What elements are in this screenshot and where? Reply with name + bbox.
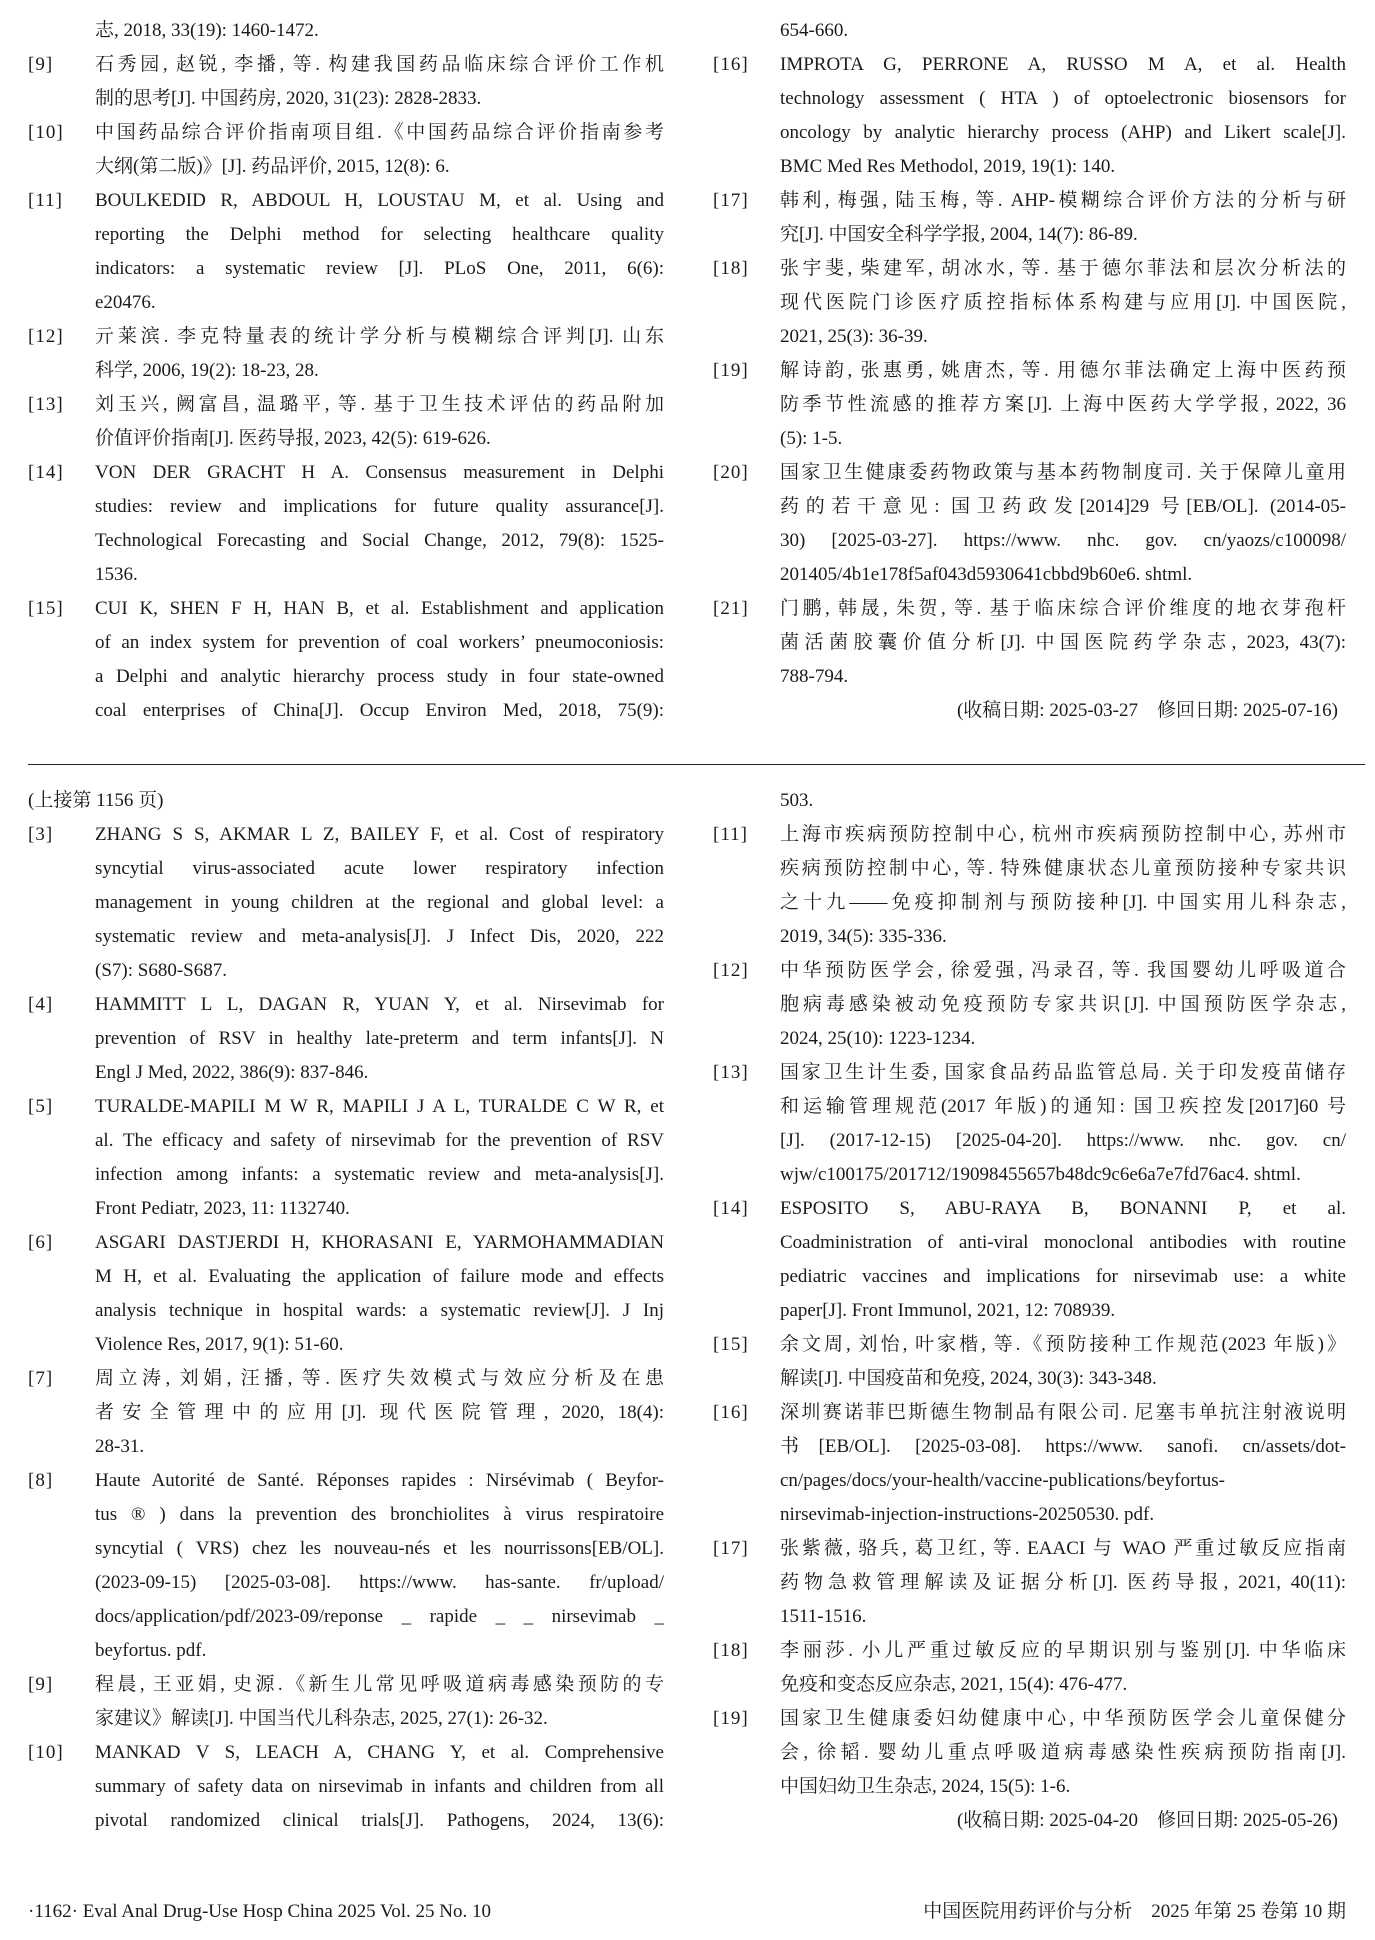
reference-text: 之十九——免疫抑制剂与预防接种[J]. 中国实用儿科杂志, bbox=[780, 892, 1346, 913]
reference-text: oncology by analytic hierarchy process (AHP) and Likert scale[J]. bbox=[780, 122, 1346, 143]
reference-line bbox=[713, 1464, 1346, 1498]
footer-journal-cn: 中国医院用药评价与分析 2025 年第 25 卷第 10 期 bbox=[923, 1901, 1346, 1922]
reference-text: 究[J]. 中国安全科学学报, 2004, 14(7): 86-89. bbox=[780, 224, 1138, 245]
reference-line bbox=[28, 694, 664, 728]
reference-number: [19] bbox=[713, 1708, 749, 1729]
footer-page-journal-en: ·1162· Eval Anal Drug-Use Hosp China 2025 Vol. 25 No. 10 bbox=[28, 1901, 492, 1922]
reference-line bbox=[28, 354, 664, 388]
reference-number: [11] bbox=[28, 190, 63, 211]
reference-line bbox=[28, 626, 664, 660]
reference-text: 志, 2018, 33(19): 1460-1472. bbox=[95, 20, 319, 41]
reference-line bbox=[28, 456, 664, 490]
reference-line bbox=[713, 1668, 1346, 1702]
section-divider bbox=[28, 764, 1365, 765]
reference-line bbox=[713, 82, 1346, 116]
reference-line bbox=[713, 1090, 1346, 1124]
reference-line bbox=[713, 1736, 1346, 1770]
reference-line bbox=[28, 660, 664, 694]
reference-line bbox=[713, 558, 1346, 592]
reference-text: al. The efficacy and safety of nirsevimab for the prevention of RSV bbox=[95, 1130, 664, 1151]
reference-text: 亓莱滨. 李克特量表的统计学分析与模糊综合评判[J]. 山东 bbox=[95, 326, 664, 347]
reference-text: 201405/4b1e178f5af043d5930641cbbd9b60e6. shtml. bbox=[780, 564, 1193, 585]
reference-line bbox=[28, 116, 664, 150]
reference-text: 周立涛, 刘娟, 汪播, 等. 医疗失效模式与效应分析及在患 bbox=[95, 1368, 664, 1389]
dates-text: (收稿日期: 2025-04-20 修回日期: 2025-05-26) bbox=[956, 1810, 1338, 1831]
reference-line bbox=[713, 592, 1346, 626]
reference-number: [3] bbox=[28, 824, 54, 845]
reference-number: [14] bbox=[713, 1198, 749, 1219]
reference-number: [18] bbox=[713, 1640, 749, 1661]
reference-text: 2019, 34(5): 335-336. bbox=[780, 926, 947, 947]
reference-text: 28-31. bbox=[95, 1436, 145, 1457]
reference-number: [17] bbox=[713, 190, 749, 211]
reference-text: 1511-1516. bbox=[780, 1606, 867, 1627]
reference-text: 书[EB/OL]. [2025-03-08]. https://www. sanofi. cn/assets/dot- bbox=[780, 1436, 1346, 1457]
reference-number: [18] bbox=[713, 258, 749, 279]
reference-line bbox=[713, 886, 1346, 920]
reference-text: nirsevimab-injection-instructions-20250530. pdf. bbox=[780, 1504, 1155, 1525]
reference-text: cn/pages/docs/your-health/vaccine-publications/beyfortus- bbox=[780, 1470, 1225, 1491]
reference-text: 503. bbox=[780, 790, 814, 811]
reference-text: tus ® ) dans la prevention des bronchiolites à virus respiratoire bbox=[95, 1504, 664, 1525]
reference-text: paper[J]. Front Immunol, 2021, 12: 708939. bbox=[780, 1300, 1116, 1321]
reference-text: BOULKEDID R, ABDOUL H, LOUSTAU M, et al. Using and bbox=[95, 190, 664, 211]
reference-line bbox=[713, 218, 1346, 252]
reference-line bbox=[713, 1362, 1346, 1396]
reference-number: [10] bbox=[28, 122, 64, 143]
reference-text: 防季节性流感的推荐方案[J]. 上海中医药大学学报, 2022, 36 bbox=[780, 394, 1346, 415]
reference-line bbox=[713, 524, 1346, 558]
reference-text: 家建议》解读[J]. 中国当代儿科杂志, 2025, 27(1): 26-32. bbox=[95, 1708, 548, 1729]
reference-text: 2024, 25(10): 1223-1234. bbox=[780, 1028, 976, 1049]
reference-number: [5] bbox=[28, 1096, 54, 1117]
reference-number: [13] bbox=[28, 394, 64, 415]
reference-text: 2021, 25(3): 36-39. bbox=[780, 326, 928, 347]
reference-text: summary of safety data on nirsevimab in infants and children from all bbox=[95, 1776, 664, 1797]
reference-line bbox=[28, 1464, 664, 1498]
reference-line bbox=[28, 150, 664, 184]
reference-line bbox=[713, 1702, 1346, 1736]
reference-text: 30) [2025-03-27]. https://www. nhc. gov. cn/yaozs/c100098/ bbox=[780, 530, 1346, 551]
reference-text: 国家卫生计生委, 国家食品药品监管总局. 关于印发疫苗储存 bbox=[780, 1062, 1346, 1083]
reference-line bbox=[713, 626, 1346, 660]
reference-text: Engl J Med, 2022, 386(9): 837-846. bbox=[95, 1062, 369, 1083]
reference-line bbox=[28, 1498, 664, 1532]
reference-text: docs/application/pdf/2023-09/reponse _ rapide _ _ nirsevimab _ bbox=[95, 1606, 664, 1627]
reference-line bbox=[28, 1634, 664, 1668]
reference-line bbox=[28, 14, 664, 48]
reference-text: 余文周, 刘怡, 叶家楷, 等.《预防接种工作规范(2023 年版)》 bbox=[780, 1334, 1346, 1355]
reference-text: (S7): S680-S687. bbox=[95, 960, 227, 981]
reference-line bbox=[28, 320, 664, 354]
reference-line bbox=[713, 1396, 1346, 1430]
reference-line bbox=[713, 660, 1346, 694]
continued-from-note bbox=[28, 784, 664, 818]
reference-text: 李丽莎. 小儿严重过敏反应的早期识别与鉴别[J]. 中华临床 bbox=[780, 1640, 1346, 1661]
reference-text: 石秀园, 赵锐, 李播, 等. 构建我国药品临床综合评价工作机 bbox=[95, 54, 664, 75]
reference-text: wjw/c100175/201712/19098455657b48dc9c6e6a7e7fd76ac4. shtml. bbox=[780, 1164, 1301, 1185]
reference-line bbox=[28, 422, 664, 456]
reference-number: [6] bbox=[28, 1232, 54, 1253]
reference-text: 制的思考[J]. 中国药房, 2020, 31(23): 2828-2833. bbox=[95, 88, 482, 109]
upper-right-references bbox=[713, 14, 1346, 728]
reference-text: 疾病预防控制中心, 等. 特殊健康状态儿童预防接种专家共识 bbox=[780, 858, 1346, 879]
reference-line bbox=[28, 1328, 664, 1362]
reference-text: TURALDE-MAPILI M W R, MAPILI J A L, TURALDE C W R, et bbox=[95, 1096, 664, 1117]
reference-line bbox=[28, 988, 664, 1022]
reference-line bbox=[713, 954, 1346, 988]
reference-line bbox=[713, 1226, 1346, 1260]
reference-text: beyfortus. pdf. bbox=[95, 1640, 207, 1661]
reference-line bbox=[713, 422, 1346, 456]
reference-line bbox=[28, 1056, 664, 1090]
reference-line bbox=[713, 1022, 1346, 1056]
reference-text: 现代医院门诊医疗质控指标体系构建与应用[J]. 中国医院, bbox=[780, 292, 1346, 313]
reference-line bbox=[713, 1056, 1346, 1090]
reference-line bbox=[713, 252, 1346, 286]
received-revised-dates bbox=[713, 1804, 1346, 1838]
reference-line bbox=[28, 1668, 664, 1702]
reference-number: [12] bbox=[28, 326, 64, 347]
reference-text: 654-660. bbox=[780, 20, 849, 41]
reference-line bbox=[28, 1090, 664, 1124]
reference-line bbox=[713, 852, 1346, 886]
lower-right-references bbox=[713, 784, 1346, 1838]
reference-line bbox=[28, 82, 664, 116]
reference-text: systematic review and meta-analysis[J]. J Infect Dis, 2020, 222 bbox=[95, 926, 664, 947]
reference-number: [10] bbox=[28, 1742, 64, 1763]
reference-text: 788-794. bbox=[780, 666, 849, 687]
reference-line bbox=[28, 1566, 664, 1600]
reference-text: Violence Res, 2017, 9(1): 51-60. bbox=[95, 1334, 344, 1355]
reference-line bbox=[713, 456, 1346, 490]
reference-text: (2023-09-15) [2025-03-08]. https://www. has-sante. fr/upload/ bbox=[95, 1572, 664, 1593]
reference-text: CUI K, SHEN F H, HAN B, et al. Establishment and application bbox=[95, 598, 664, 619]
reference-line bbox=[713, 320, 1346, 354]
reference-line bbox=[28, 818, 664, 852]
reference-line bbox=[28, 1736, 664, 1770]
reference-number: [11] bbox=[713, 824, 748, 845]
reference-text: 解读[J]. 中国疫苗和免疫, 2024, 30(3): 343-348. bbox=[780, 1368, 1157, 1389]
reference-number: [17] bbox=[713, 1538, 749, 1559]
reference-line bbox=[28, 1294, 664, 1328]
reference-line bbox=[713, 1124, 1346, 1158]
reference-line bbox=[28, 886, 664, 920]
reference-text: 者安全管理中的应用[J]. 现代医院管理, 2020, 18(4): bbox=[95, 1402, 664, 1423]
reference-number: [8] bbox=[28, 1470, 54, 1491]
reference-line bbox=[713, 1770, 1346, 1804]
reference-text: indicators: a systematic review [J]. PLoS One, 2011, 6(6): bbox=[95, 258, 664, 279]
reference-line bbox=[713, 818, 1346, 852]
reference-line bbox=[28, 48, 664, 82]
reference-line bbox=[713, 1532, 1346, 1566]
reference-text: 深圳赛诺菲巴斯德生物制品有限公司. 尼塞韦单抗注射液说明 bbox=[780, 1402, 1346, 1423]
reference-text: syncytial virus-associated acute lower respiratory infection bbox=[95, 858, 664, 879]
reference-text: prevention of RSV in healthy late-preterm and term infants[J]. N bbox=[95, 1028, 664, 1049]
reference-text: 价值评价指南[J]. 医药导报, 2023, 42(5): 619-626. bbox=[95, 428, 491, 449]
reference-text: infection among infants: a systematic review and meta-analysis[J]. bbox=[95, 1164, 664, 1185]
reference-line bbox=[713, 354, 1346, 388]
reference-text: BMC Med Res Methodol, 2019, 19(1): 140. bbox=[780, 156, 1116, 177]
reference-line bbox=[713, 1430, 1346, 1464]
reference-number: [19] bbox=[713, 360, 749, 381]
received-revised-dates bbox=[713, 694, 1346, 728]
reference-line bbox=[713, 150, 1346, 184]
reference-line bbox=[28, 388, 664, 422]
reference-text: reporting the Delphi method for selecting healthcare quality bbox=[95, 224, 664, 245]
reference-line bbox=[713, 784, 1346, 818]
reference-number: [14] bbox=[28, 462, 64, 483]
reference-text: 韩利, 梅强, 陆玉梅, 等. AHP-模糊综合评价方法的分析与研 bbox=[780, 190, 1346, 211]
reference-text: management in young children at the regional and global level: a bbox=[95, 892, 664, 913]
reference-text: 药的若干意见: 国卫药政发[2014]29 号[EB/OL]. (2014-05- bbox=[780, 496, 1346, 517]
reference-text: analysis technique in hospital wards: a systematic review[J]. J Inj bbox=[95, 1300, 664, 1321]
reference-text: a Delphi and analytic hierarchy process study in four state-owned bbox=[95, 666, 664, 687]
reference-text: 菌活菌胶囊价值分析[J]. 中国医院药学杂志, 2023, 43(7): bbox=[780, 632, 1346, 653]
reference-text: Coadministration of anti-viral monoclonal antibodies with routine bbox=[780, 1232, 1346, 1253]
reference-text: 免疫和变态反应杂志, 2021, 15(4): 476-477. bbox=[780, 1674, 1128, 1695]
reference-number: [13] bbox=[713, 1062, 749, 1083]
reference-text: 张紫薇, 骆兵, 葛卫红, 等. EAACI 与 WAO 严重过敏反应指南 bbox=[780, 1538, 1346, 1559]
reference-line bbox=[28, 1226, 664, 1260]
reference-text: 中国药品综合评价指南项目组.《中国药品综合评价指南参考 bbox=[95, 122, 664, 143]
reference-line bbox=[713, 1566, 1346, 1600]
reference-line bbox=[713, 286, 1346, 320]
reference-text: Technological Forecasting and Social Change, 2012, 79(8): 1525- bbox=[95, 530, 664, 551]
reference-text: of an index system for prevention of coal workers’ pneumoconiosis: bbox=[95, 632, 664, 653]
reference-text: (5): 1-5. bbox=[780, 428, 843, 449]
reference-line bbox=[713, 920, 1346, 954]
dates-text: (收稿日期: 2025-03-27 修回日期: 2025-07-16) bbox=[956, 700, 1338, 721]
reference-text: 科学, 2006, 19(2): 18-23, 28. bbox=[95, 360, 319, 381]
reference-line bbox=[28, 1804, 664, 1838]
reference-text: syncytial ( VRS) chez les nouveau-nés et les nourrissons[EB/OL]. bbox=[95, 1538, 664, 1559]
reference-text: e20476. bbox=[95, 292, 156, 313]
reference-line bbox=[28, 1600, 664, 1634]
reference-text: coal enterprises of China[J]. Occup Environ Med, 2018, 75(9): bbox=[95, 700, 664, 721]
reference-line bbox=[28, 1770, 664, 1804]
reference-line bbox=[28, 1430, 664, 1464]
reference-text: 程晨, 王亚娟, 史源.《新生儿常见呼吸道病毒感染预防的专 bbox=[95, 1674, 664, 1695]
reference-line bbox=[713, 1328, 1346, 1362]
reference-line bbox=[28, 1158, 664, 1192]
reference-text: [J]. (2017-12-15) [2025-04-20]. https://www. nhc. gov. cn/ bbox=[780, 1130, 1346, 1151]
reference-text: 门鹏, 韩晟, 朱贺, 等. 基于临床综合评价维度的地衣芽孢杆 bbox=[780, 598, 1346, 619]
reference-text: ZHANG S S, AKMAR L Z, BAILEY F, et al. Cost of respiratory bbox=[95, 824, 664, 845]
reference-line bbox=[713, 490, 1346, 524]
reference-line bbox=[713, 48, 1346, 82]
reference-text: 药物急救管理解读及证据分析[J]. 医药导报, 2021, 40(11): bbox=[780, 1572, 1346, 1593]
reference-text: pivotal randomized clinical trials[J]. Pathogens, 2024, 13(6): bbox=[95, 1810, 664, 1831]
reference-line bbox=[28, 1532, 664, 1566]
reference-line bbox=[28, 184, 664, 218]
reference-number: [4] bbox=[28, 994, 54, 1015]
reference-text: 胞病毒感染被动免疫预防专家共识[J]. 中国预防医学杂志, bbox=[780, 994, 1346, 1015]
reference-line bbox=[28, 954, 664, 988]
reference-line bbox=[713, 1294, 1346, 1328]
reference-line bbox=[28, 1192, 664, 1226]
reference-text: ASGARI DASTJERDI H, KHORASANI E, YARMOHAMMADIAN bbox=[95, 1232, 664, 1253]
reference-text: Front Pediatr, 2023, 11: 1132740. bbox=[95, 1198, 350, 1219]
reference-line bbox=[713, 1634, 1346, 1668]
reference-text: 上海市疾病预防控制中心, 杭州市疾病预防控制中心, 苏州市 bbox=[780, 824, 1346, 845]
reference-number: [16] bbox=[713, 1402, 749, 1423]
reference-text: 大纲(第二版)》[J]. 药品评价, 2015, 12(8): 6. bbox=[95, 156, 450, 177]
reference-line bbox=[28, 1260, 664, 1294]
reference-number: [15] bbox=[713, 1334, 749, 1355]
reference-text: ESPOSITO S, ABU-RAYA B, BONANNI P, et al. bbox=[780, 1198, 1346, 1219]
reference-text: 中国妇幼卫生杂志, 2024, 15(5): 1-6. bbox=[780, 1776, 1071, 1797]
reference-number: [16] bbox=[713, 54, 749, 75]
reference-number: [7] bbox=[28, 1368, 54, 1389]
reference-text: 和运输管理规范(2017 年版)的通知: 国卫疾控发[2017]60 号 bbox=[780, 1096, 1346, 1117]
reference-line bbox=[713, 388, 1346, 422]
reference-line bbox=[28, 558, 664, 592]
reference-text: 国家卫生健康委药物政策与基本药物制度司. 关于保障儿童用 bbox=[780, 462, 1346, 483]
reference-text: M H, et al. Evaluating the application of failure mode and effects bbox=[95, 1266, 664, 1287]
continued-from-text: (上接第 1156 页) bbox=[28, 790, 164, 811]
reference-line bbox=[28, 286, 664, 320]
reference-line bbox=[713, 14, 1346, 48]
reference-line bbox=[713, 1260, 1346, 1294]
reference-number: [9] bbox=[28, 1674, 54, 1695]
reference-number: [9] bbox=[28, 54, 54, 75]
reference-number: [20] bbox=[713, 462, 749, 483]
reference-text: technology assessment ( HTA ) of optoelectronic biosensors for bbox=[780, 88, 1346, 109]
reference-line bbox=[713, 1498, 1346, 1532]
upper-left-references bbox=[28, 14, 664, 728]
reference-text: 张宇斐, 柴建军, 胡冰水, 等. 基于德尔菲法和层次分析法的 bbox=[780, 258, 1346, 279]
lower-left-references bbox=[28, 784, 664, 1838]
reference-line bbox=[713, 116, 1346, 150]
reference-number: [12] bbox=[713, 960, 749, 981]
reference-line bbox=[713, 988, 1346, 1022]
reference-text: pediatric vaccines and implications for nirsevimab use: a white bbox=[780, 1266, 1346, 1287]
reference-line bbox=[28, 490, 664, 524]
reference-text: 刘玉兴, 阙富昌, 温璐平, 等. 基于卫生技术评估的药品附加 bbox=[95, 394, 664, 415]
reference-text: 会, 徐韬. 婴幼儿重点呼吸道病毒感染性疾病预防指南[J]. bbox=[780, 1742, 1346, 1763]
reference-line bbox=[713, 1158, 1346, 1192]
reference-text: IMPROTA G, PERRONE A, RUSSO M A, et al. Health bbox=[780, 54, 1346, 75]
reference-line bbox=[28, 1702, 664, 1736]
reference-text: 国家卫生健康委妇幼健康中心, 中华预防医学会儿童保健分 bbox=[780, 1708, 1346, 1729]
reference-line bbox=[713, 1600, 1346, 1634]
reference-text: 解诗韵, 张惠勇, 姚唐杰, 等. 用德尔菲法确定上海中医药预 bbox=[780, 360, 1346, 381]
reference-text: VON DER GRACHT H A. Consensus measurement in Delphi bbox=[95, 462, 664, 483]
reference-line bbox=[28, 592, 664, 626]
reference-line bbox=[28, 1362, 664, 1396]
reference-line bbox=[713, 184, 1346, 218]
reference-text: HAMMITT L L, DAGAN R, YUAN Y, et al. Nirsevimab for bbox=[95, 994, 664, 1015]
reference-line bbox=[28, 524, 664, 558]
reference-line bbox=[713, 1192, 1346, 1226]
reference-line bbox=[28, 920, 664, 954]
reference-line bbox=[28, 218, 664, 252]
reference-text: MANKAD V S, LEACH A, CHANG Y, et al. Comprehensive bbox=[95, 1742, 664, 1763]
reference-text: studies: review and implications for future quality assurance[J]. bbox=[95, 496, 664, 517]
reference-line bbox=[28, 252, 664, 286]
reference-line bbox=[28, 852, 664, 886]
reference-line bbox=[28, 1124, 664, 1158]
reference-line bbox=[28, 1022, 664, 1056]
reference-text: 1536. bbox=[95, 564, 138, 585]
reference-number: [15] bbox=[28, 598, 64, 619]
reference-line bbox=[28, 1396, 664, 1430]
reference-text: Haute Autorité de Santé. Réponses rapides : Nirsévimab ( Beyfor- bbox=[95, 1470, 664, 1491]
reference-text: 中华预防医学会, 徐爱强, 冯录召, 等. 我国婴幼儿呼吸道合 bbox=[780, 960, 1346, 981]
reference-number: [21] bbox=[713, 598, 749, 619]
